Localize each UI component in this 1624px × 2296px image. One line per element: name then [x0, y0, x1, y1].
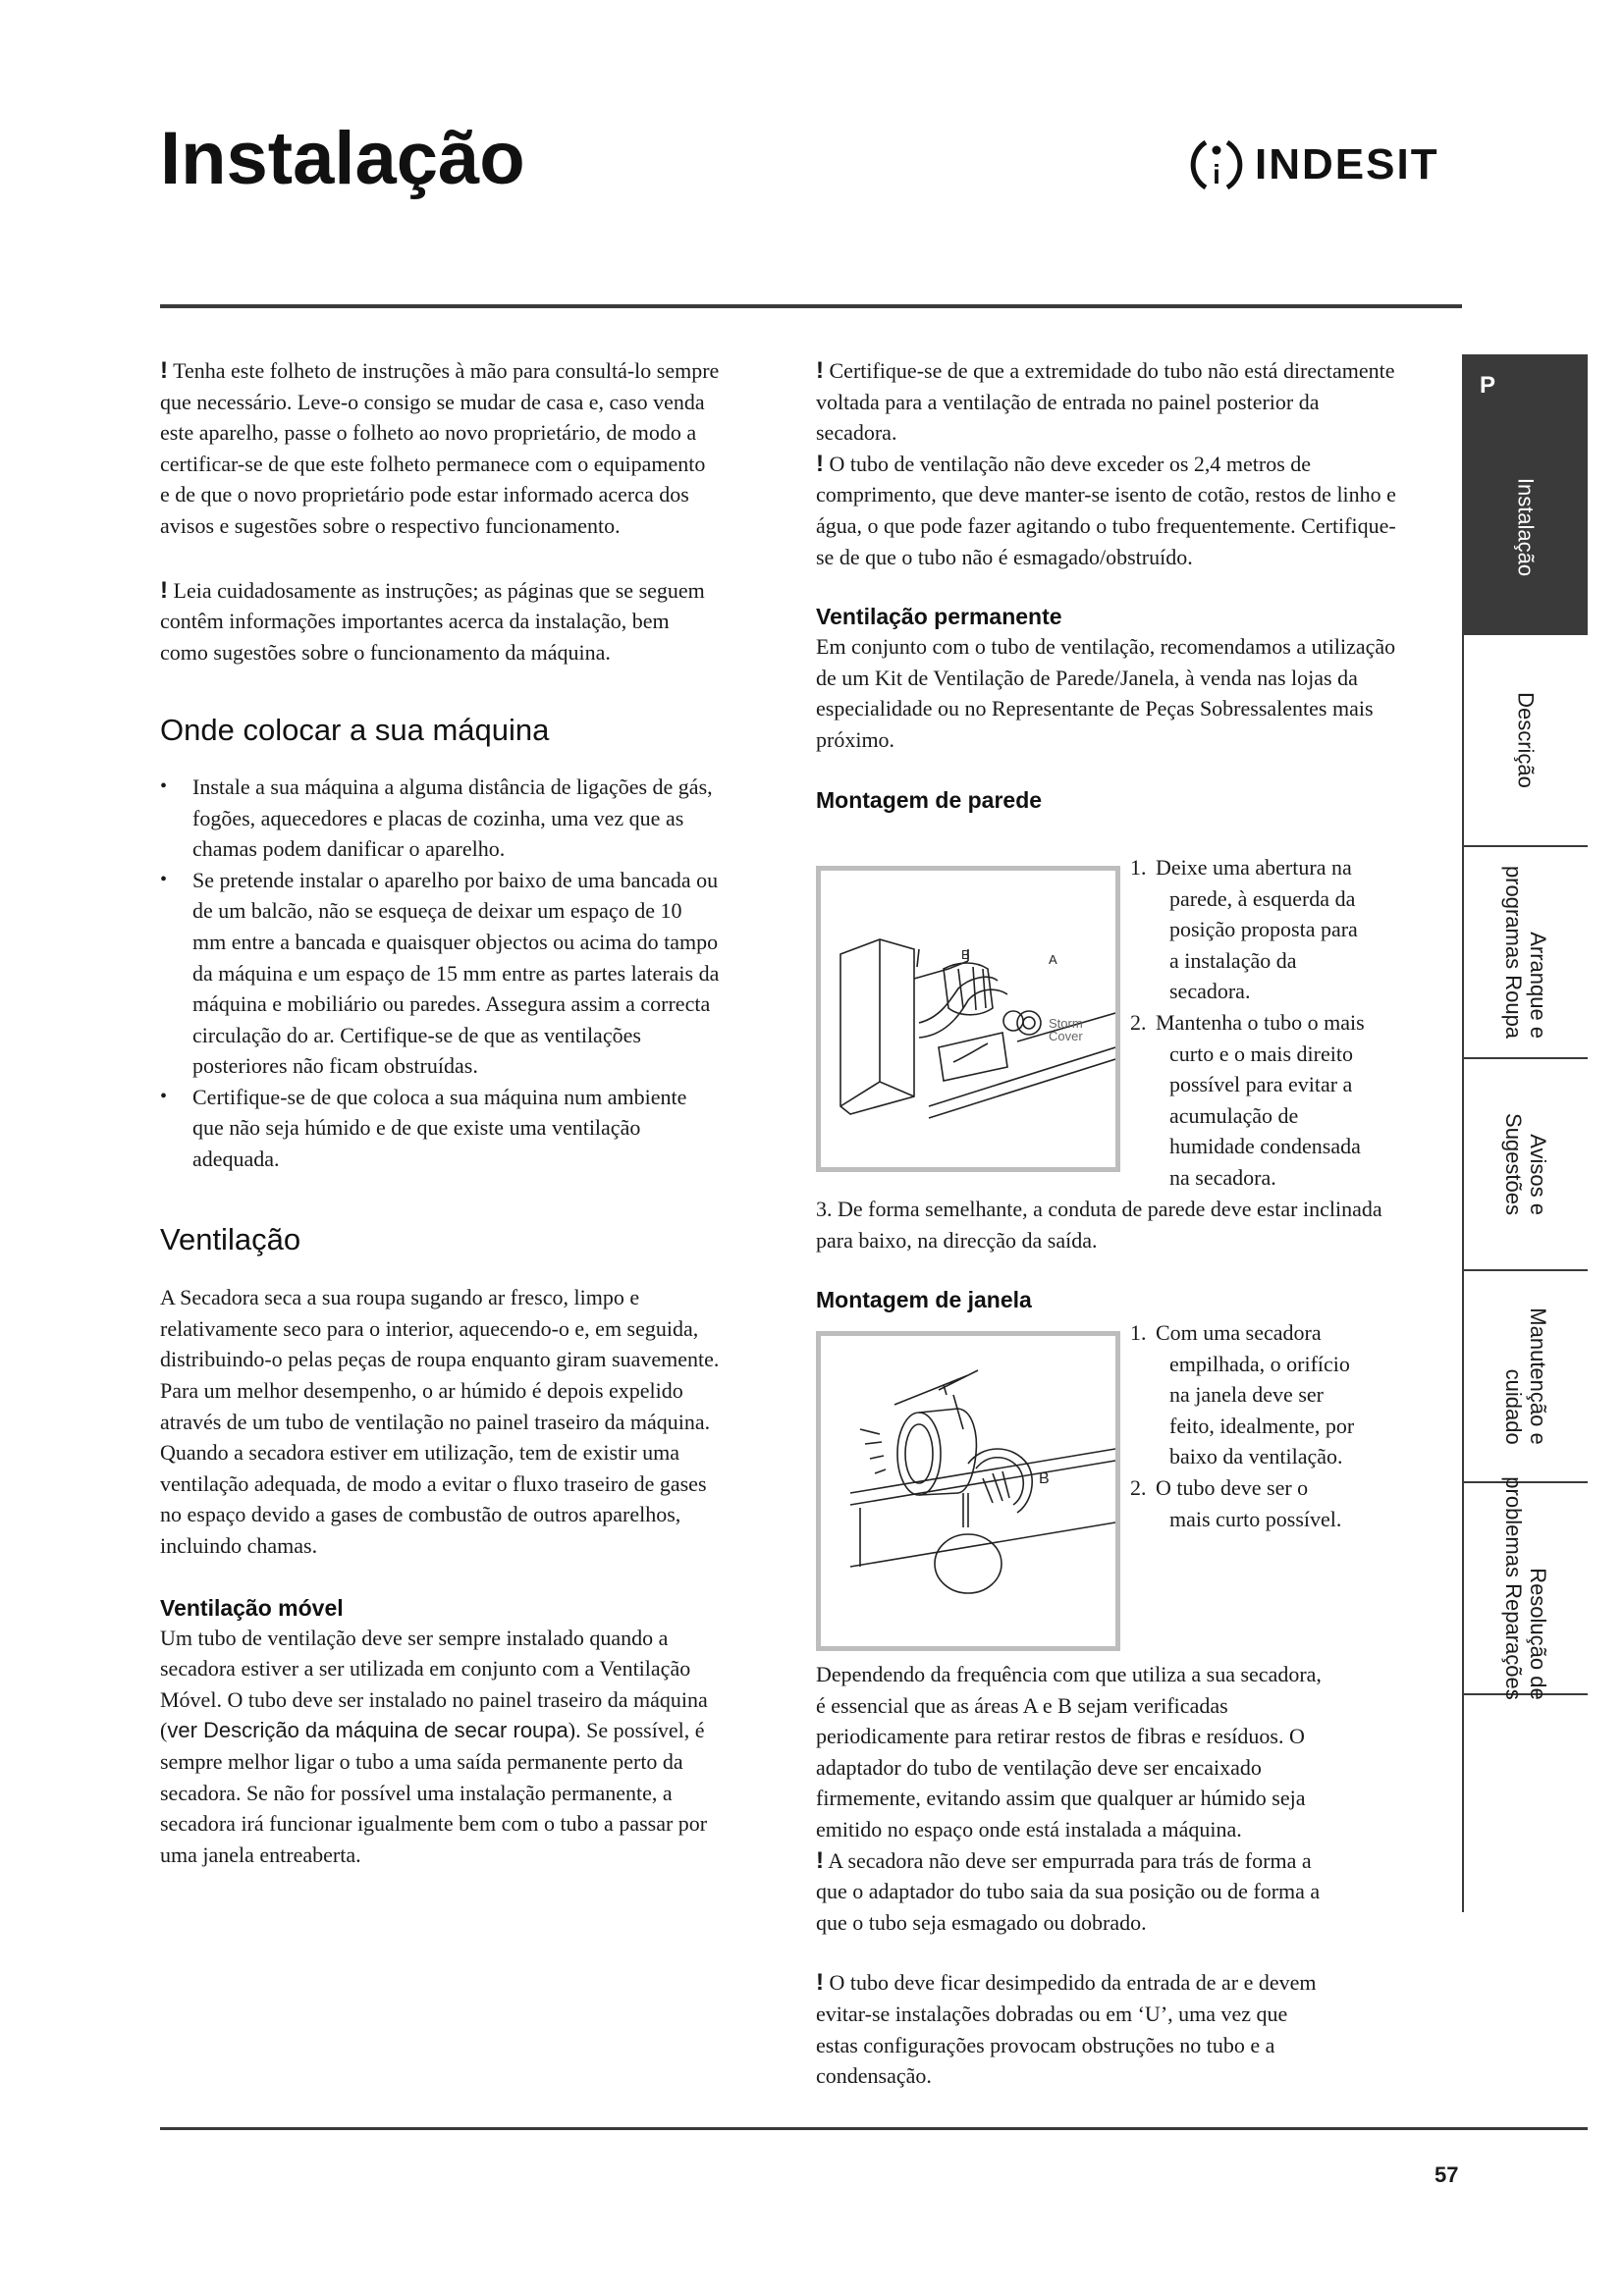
warning-text-3: A secadora não deve ser empurrada para trás de forma a que o adaptador do tubo saia da sua posição ou de forma a que o tubo seja esmagado ou dobrado.	[816, 1847, 1321, 1935]
wall-mount-illustration	[821, 871, 1115, 1167]
step-line: curto e o mais direito	[1169, 1041, 1353, 1066]
brand-logo	[1186, 126, 1439, 204]
step-line: na secadora.	[1169, 1164, 1276, 1190]
mobile-vent-heading: Ventilação móvel	[160, 1594, 344, 1621]
fig-label-b: B	[961, 947, 970, 962]
step-line: feito, idealmente, por	[1169, 1413, 1355, 1438]
step-line: secadora.	[1169, 979, 1251, 1004]
step-line: humidade condensada	[1169, 1134, 1361, 1159]
logo-letter: i	[1213, 159, 1220, 189]
page-title: Instalação	[160, 117, 525, 200]
language-label: P	[1480, 372, 1496, 399]
wall-mount-step-3	[816, 1194, 1405, 1314]
warning-mark: !	[816, 357, 824, 384]
step-line: na janela deve ser	[1169, 1382, 1324, 1408]
warning-mark: !	[816, 450, 824, 477]
tab-instalacao[interactable]	[1462, 421, 1588, 635]
list-item: • Certifique-se de que coloca a sua máquina num ambiente que não seja húmido e de que existe uma ventilação adequada.	[160, 1082, 720, 1175]
ventilation-text: A Secadora seca a sua roupa sugando ar fresco, limpo e relativamente seco para o interior, aquecendo-o e, em seguida, distribuindo-o pelas peças de roupa enquanto giram suavemente. Para um melhor desempenho, o ar húmido é depois expelido através de um tubo de ventilação no painel traseiro da máquina. Quando a secadora estiver em utilização, tem de existir uma ventilação adequada, de modo a evitar o fluxo traseiro de gases no espaço devido a gases de combustão de outros aparelhos, incluindo chamas.	[160, 1285, 720, 1558]
step-line: empilhada, o orifício	[1169, 1351, 1350, 1376]
window-mount-heading: Montagem de janela	[816, 1287, 1032, 1313]
tab-label: Avisos e Sugestões	[1501, 1113, 1550, 1215]
mobile-vent-text-b: ). Se possível, é sempre melhor ligar o tubo a uma saída permanente perto da secadora. Se não for possível uma instalação permanente, a secadora irá funcionar igualmente bem com o tubo a passar por uma janela entreaberta.	[160, 1718, 708, 1867]
warning-paragraph-3	[816, 1845, 1326, 1939]
fig-label-storm: Storm	[1049, 1016, 1083, 1031]
step-line: possível para evitar a	[1169, 1072, 1353, 1097]
step-line: a instalação da	[1169, 947, 1297, 973]
list-item: 2. Mantenha o tubo o mais	[1130, 1009, 1365, 1035]
warning-mark: !	[160, 357, 168, 384]
warning-mark: !	[816, 1969, 824, 1997]
permanent-vent-text: Em conjunto com o tubo de ventilação, recomendamos a utilização de um Kit de Ventilação de Parede/Janela, à venda nas lojas da especialidade ou no Representante de Peças Sobressalentes mais próximo.	[816, 634, 1396, 752]
list-item: 1. Com uma secadora	[1130, 1320, 1322, 1345]
window-mount-steps	[1130, 1317, 1425, 1534]
wall-mount-steps	[1130, 852, 1425, 1194]
maintenance-notes	[816, 1659, 1326, 2092]
ventilation-heading: Ventilação	[160, 1221, 301, 1256]
intro-text-1: Tenha este folheto de instruções à mão para consultá-lo sempre que necessário. Leve-o consigo se mudar de casa e, caso venda este aparelho, passe o folheto ao novo proprietário, de modo a certificar-se de que este folheto permanece com o equipamento e de que o novo proprietário pode estar informado acerca dos avisos e sugestões sobre o respectivo funcionamento.	[160, 358, 720, 538]
tab-label: Descrição	[1513, 692, 1539, 788]
intro-paragraph-1	[160, 355, 720, 542]
wall-mount-heading: Montagem de parede	[816, 786, 1043, 813]
mobile-vent-paragraph	[160, 1623, 720, 1871]
list-item: • Se pretende instalar o aparelho por baixo de uma bancada ou de um balcão, não se esqueça de deixar um espaço de 10 mm entre a bancada e quaisquer objectos ou acima do tampo da máquina e um espaço de 15 mm entre as partes laterais da máquina e mobiliário ou paredes. Assegura assim a correcta circulação do ar. Certifique-se de que as ventilações posteriores não ficam obstruídas.	[160, 865, 720, 1082]
warning-text-2: O tubo de ventilação não deve exceder os 2,4 metros de comprimento, que deve manter-se isento de cotão, restos de linho e água, o que pode fazer agitando o tubo frequentemente. Certifique-se de que o tubo não é esmagado/obstruído.	[816, 451, 1396, 569]
tab-label: Instalação	[1513, 477, 1539, 577]
step-line: mais curto possível.	[1169, 1506, 1342, 1531]
left-column	[160, 355, 720, 1870]
step-line: parede, à esquerda da	[1169, 885, 1356, 911]
warning-paragraph-2	[816, 449, 1405, 572]
mobile-vent-text-a: Um tubo de ventilação deve ser sempre instalado quando a secadora estiver a ser utilizada em conjunto com a Ventilação Móvel. O tubo deve ser instalado no painel traseiro da máquina (	[160, 1625, 708, 1743]
step-line: posição proposta para	[1169, 917, 1358, 942]
tab-language[interactable]	[1462, 354, 1588, 421]
tab-resolucao[interactable]	[1462, 1476, 1588, 1700]
step-3-text: 3. De forma semelhante, a conduta de parede deve estar inclinada para baixo, na direcção da saída.	[816, 1197, 1382, 1253]
warning-mark: !	[816, 1846, 824, 1874]
list-item: 1. Deixe uma abertura na	[1130, 855, 1352, 880]
where-bullets	[160, 772, 720, 1175]
warning-paragraph-1	[816, 355, 1405, 449]
step-line: acumulação de	[1169, 1102, 1299, 1128]
fig-label-a: A	[1049, 952, 1057, 967]
tab-avisos[interactable]	[1462, 1059, 1588, 1271]
footer-divider	[160, 2127, 1588, 2130]
tab-descricao[interactable]	[1462, 635, 1588, 847]
fig-label-cover: Cover	[1049, 1029, 1083, 1043]
tab-label: Resolução de problemas Reparações	[1501, 1476, 1550, 1700]
list-item: • Instale a sua máquina a alguma distância de ligações de gás, fogões, aquecedores e placas de cozinha, uma vez que as chamas podem danificar o aparelho.	[160, 772, 720, 865]
intro-paragraph-2	[160, 575, 720, 668]
right-column	[816, 355, 1405, 815]
wall-mount-figure	[816, 866, 1120, 1172]
window-mount-figure	[816, 1331, 1120, 1651]
list-item: 2. O tubo deve ser o	[1130, 1474, 1309, 1500]
brand-name: INDESIT	[1255, 140, 1439, 188]
window-mount-illustration	[821, 1336, 1115, 1646]
fig-label-b: B	[1039, 1470, 1050, 1487]
tab-label: Manutenção e cuidado	[1501, 1308, 1550, 1445]
tab-manutencao[interactable]	[1462, 1271, 1588, 1483]
tab-label: Arranque e programas Roupa	[1501, 865, 1550, 1040]
page-number: 57	[1435, 2163, 1459, 2187]
indesit-logo-icon	[1186, 134, 1247, 195]
title-divider	[160, 304, 1462, 308]
intro-text-2: Leia cuidadosamente as instruções; as páginas que se seguem contêm informações importantes acerca da instalação, bem como sugestões sobre o funcionamento da máquina.	[160, 577, 705, 665]
tab-arranque[interactable]	[1462, 847, 1588, 1059]
permanent-vent-heading: Ventilação permanente	[816, 604, 1062, 630]
warning-paragraph-4	[816, 1967, 1326, 2091]
section-sidebar	[1462, 354, 1588, 1912]
depend-text: Dependendo da frequência com que utiliza a sua secadora, é essencial que as áreas A e B sejam verificadas periodicamente para retirar restos de fibras e resíduos. O adaptador do tubo de ventilação deve ser encaixado firmemente, evitando assim que qualquer ar húmido seja emitido no espaço onde está instalada a máquina.	[816, 1662, 1322, 1842]
where-heading: Onde colocar a sua máquina	[160, 713, 550, 748]
step-line: baixo da ventilação.	[1169, 1444, 1343, 1469]
sidebar-spacer	[1462, 1695, 1588, 1912]
warning-text-1: Certifique-se de que a extremidade do tubo não está directamente voltada para a ventilação de entrada no painel posterior da secadora.	[816, 358, 1395, 446]
warning-mark: !	[160, 576, 168, 604]
warning-text-4: O tubo deve ficar desimpedido da entrada de ar e devem evitar-se instalações dobradas ou em ‘U’, uma vez que estas configurações provocam obstruções no tubo e a condensação.	[816, 1970, 1317, 2089]
description-reference: ver Descrição da máquina de secar roupa	[167, 1718, 568, 1743]
